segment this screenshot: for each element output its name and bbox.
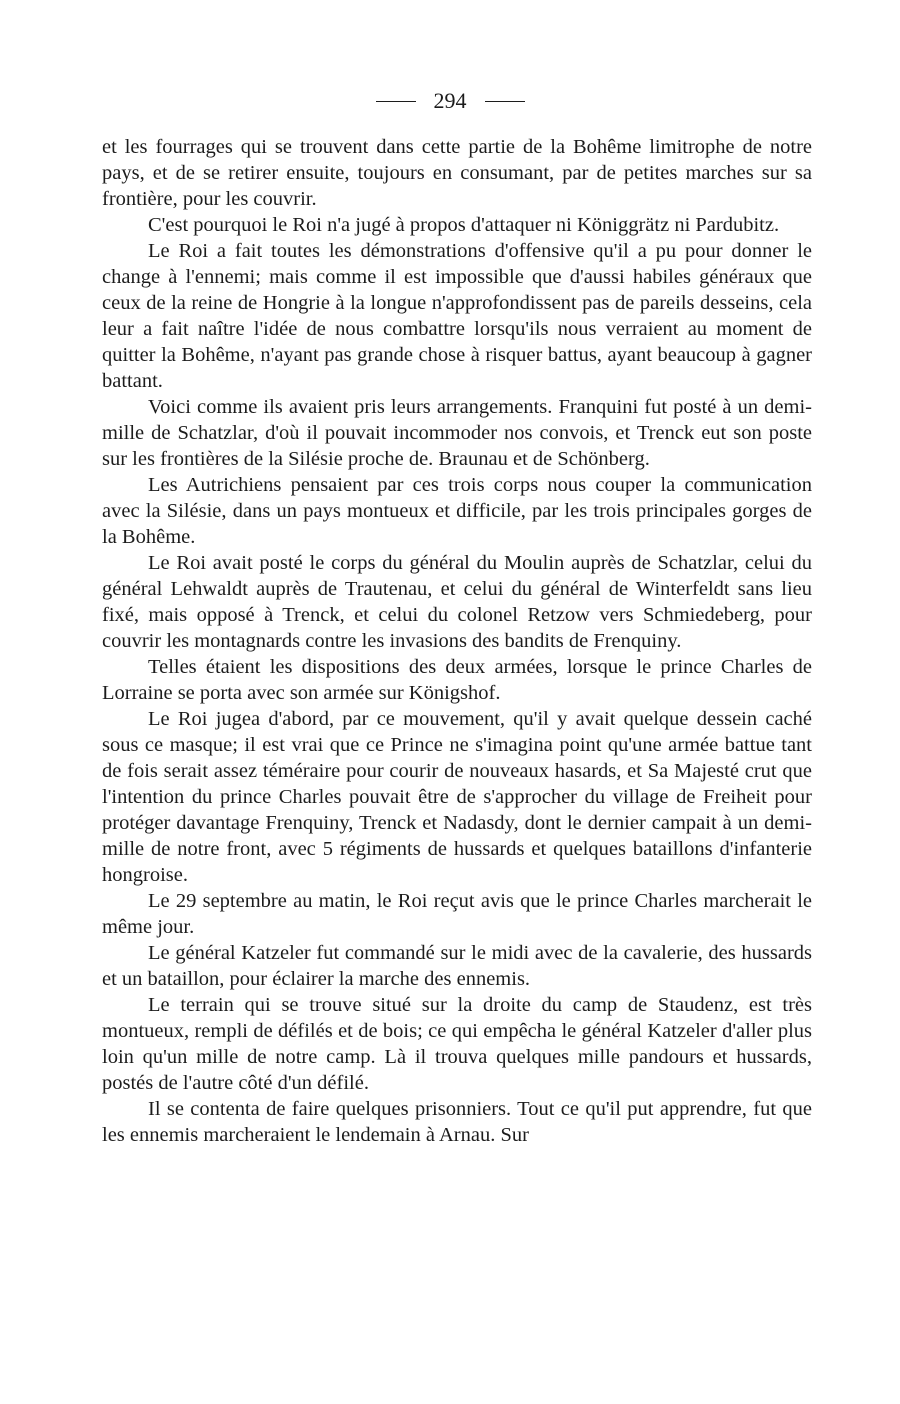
paragraph: Il se contenta de faire quelques prisonniers. Tout ce qu'il put apprendre, fut que les ennemis marcheraient le lendemain à Arnau. Sur bbox=[102, 1098, 812, 1146]
paragraph: Voici comme ils avaient pris leurs arrangements. Franquini fut posté à un demi-mille de Schatzlar, d'où il pouvait incommoder nos convois, et Trenck eut son poste sur les frontières de la Silésie proche de. Braunau et de Schönberg. bbox=[102, 396, 812, 470]
body-text bbox=[102, 134, 812, 1148]
paragraph: Les Autrichiens pensaient par ces trois corps nous couper la communication avec la Silésie, dans un pays montueux et difficile, par les trois principales gorges de la Bohême. bbox=[102, 474, 812, 548]
page-number: 294 bbox=[433, 88, 467, 113]
paragraph: Telles étaient les dispositions des deux armées, lorsque le prince Charles de Lorraine se porta avec son armée sur Königshof. bbox=[102, 656, 812, 704]
page-header bbox=[0, 88, 900, 114]
paragraph: C'est pourquoi le Roi n'a jugé à propos d'attaquer ni Königgrätz ni Pardubitz. bbox=[148, 214, 780, 236]
header-rule-left bbox=[376, 101, 416, 102]
paragraph: Le général Katzeler fut commandé sur le midi avec de la cavalerie, des hussards et un bataillon, pour éclairer la marche des ennemis. bbox=[102, 942, 812, 990]
paragraph: Le Roi avait posté le corps du général du Moulin auprès de Schatzlar, celui du général Lehwaldt auprès de Trautenau, et celui du général de Winterfeldt sans lieu fixé, mais opposé à Trenck, et celui du colonel Retzow vers Schmiedeberg, pour couvrir les montagnards contre les invasions des bandits de Frenquiny. bbox=[102, 552, 812, 652]
paragraph: Le Roi a fait toutes les démonstrations d'offensive qu'il a pu pour donner le change à l'ennemi; mais comme il est impossible que d'aussi habiles généraux que ceux de la reine de Hongrie à la longue n'approfondissent pas de pareils desseins, cela leur a fait naître l'idée de nous combattre lorsqu'ils nous verraient au moment de quitter la Bohême, n'ayant pas grande chose à risquer battus, ayant beaucoup à gagner battant. bbox=[102, 240, 812, 392]
paragraph: Le terrain qui se trouve situé sur la droite du camp de Staudenz, est très montueux, rempli de défilés et de bois; ce qui empêcha le général Katzeler d'aller plus loin qu'un mille de notre camp. Là il trouva quelques mille pandours et hussards, postés de l'autre côté d'un défilé. bbox=[102, 994, 812, 1094]
paragraph: Le Roi jugea d'abord, par ce mouvement, qu'il y avait quelque dessein caché sous ce masque; il est vrai que ce Prince ne s'imagina point qu'une armée battue tant de fois serait assez téméraire pour courir de nouveaux hasards, et Sa Majesté crut que l'intention du prince Charles pouvait être de s'approcher du village de Freiheit pour protéger davantage Frenquiny, Trenck et Nadasdy, dont le dernier campait à un demi-mille de notre front, avec 5 régiments de hussards et quelques bataillons d'infanterie hongroise. bbox=[102, 708, 812, 886]
header-rule-right bbox=[485, 101, 525, 102]
paragraph: et les fourrages qui se trouvent dans cette partie de la Bohême limitrophe de notre pays, et de se retirer ensuite, toujours en consumant, par de petites marches sur sa frontière, pour les couvrir. bbox=[102, 136, 812, 210]
paragraph: Le 29 septembre au matin, le Roi reçut avis que le prince Charles marcherait le même jour. bbox=[102, 890, 812, 938]
